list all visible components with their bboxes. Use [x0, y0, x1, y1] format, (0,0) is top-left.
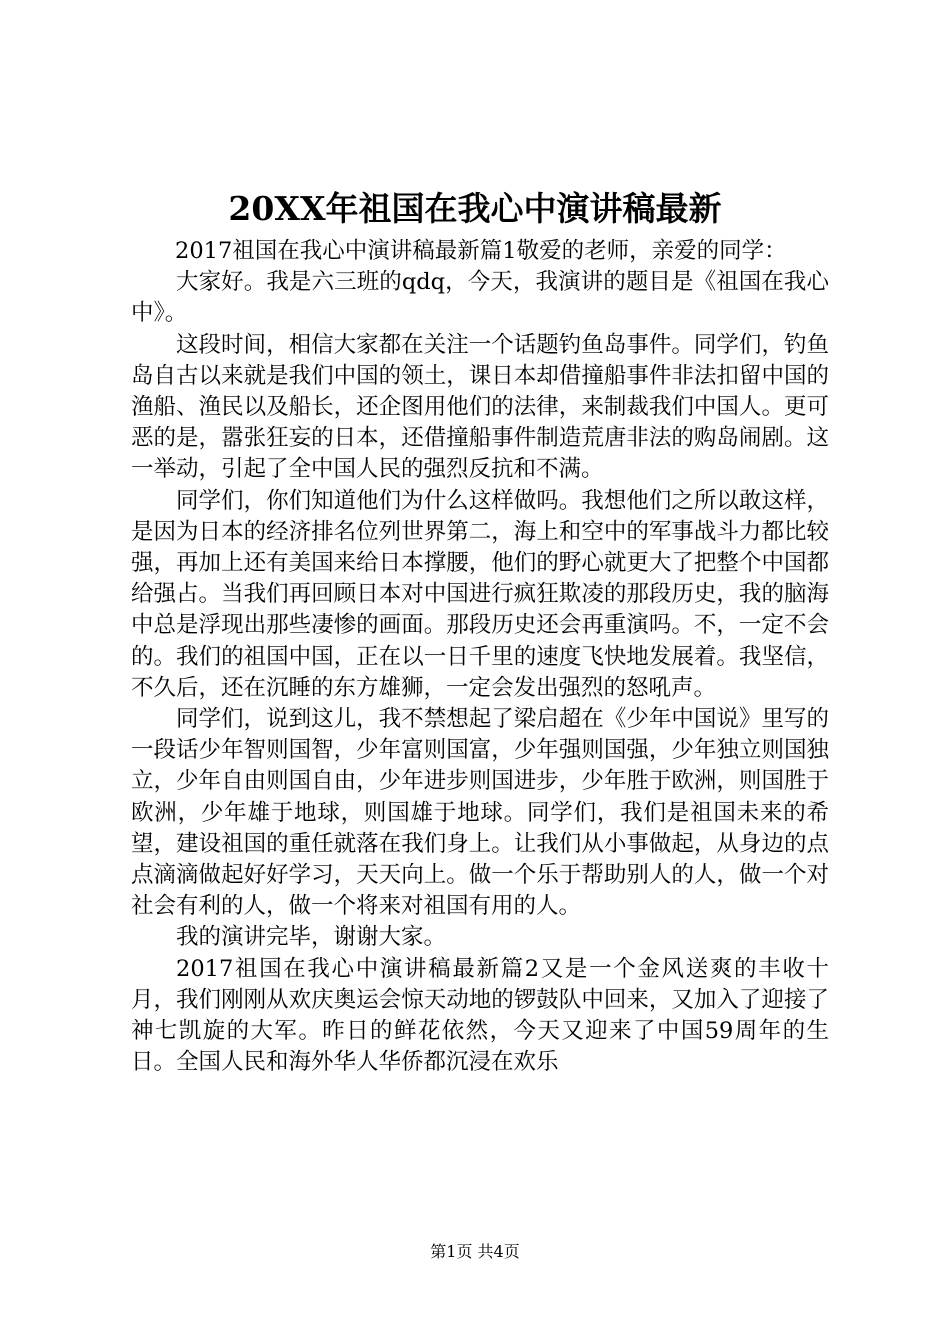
paragraph-3: 这段时间，相信大家都在关注一个话题钓鱼岛事件。同学们，钓鱼岛自古以来就是我们中国的领土，课日本却借撞船事件非法扣留中国的渔船、渔民以及船长，还企图用他们的法律，来制裁我们中国人。更可恶的是，嚣张狂妄的日本，还借撞船事件制造荒唐非法的购岛闹剧。这一举动，引起了全中国人民的强烈反抗和不满。	[131, 331, 829, 483]
paragraph-1: 2017祖国在我心中演讲稿最新篇1敬爱的老师，亲爱的同学：	[175, 238, 787, 264]
document-title: 20XX年祖国在我心中演讲稿最新	[228, 189, 722, 228]
paragraph-5: 同学们，说到这儿，我不禁想起了梁启超在《少年中国说》里写的一段话少年智则国智，少年富则国富，少年强则国强，少年独立则国独立，少年自由则国自由，少年进步则国进步，少年胜于欧洲，则国胜于欧洲，少年雄于地球，则国雄于地球。同学们，我们是祖国未来的希望，建设祖国的重任就落在我们身上。让我们从小事做起，从身边的点点滴滴做起好好学习，天天向上。做一个乐于帮助别人的人，做一个对社会有利的人，做一个将来对祖国有用的人。	[131, 706, 829, 920]
paragraph-7: 2017祖国在我心中演讲稿最新篇2又是一个金风送爽的丰收十月，我们刚刚从欢庆奥运会惊天动地的锣鼓队中回来，又加入了迎接了神七凯旋的大军。昨日的鲜花依然，今天又迎来了中国59周年的生日。全国人民和海外华人华侨都沉浸在欢乐	[131, 955, 829, 1076]
paragraph-2: 大家好。我是六三班的qdq，今天，我演讲的题目是《祖国在我心中》。	[131, 269, 829, 327]
document-body	[131, 236, 829, 1078]
page-number-footer: 第1页 共4页	[430, 1242, 520, 1261]
paragraph-6: 我的演讲完毕，谢谢大家。	[176, 924, 447, 951]
paragraph-4: 同学们，你们知道他们为什么这样做吗。我想他们之所以敢这样，是因为日本的经济排名位列世界第二，海上和空中的军事战斗力都比较强，再加上还有美国来给日本撑腰，他们的野心就更大了把整个中国都给强占。当我们再回顾日本对中国进行疯狂欺凌的那段历史，我的脑海中总是浮现出那些凄惨的画面。那段历史还会再重演吗。不，一定不会的。我们的祖国中国，正在以一日千里的速度飞快地发展着。我坚信，不久后，还在沉睡的东方雄狮，一定会发出强烈的怒吼声。	[131, 487, 829, 701]
